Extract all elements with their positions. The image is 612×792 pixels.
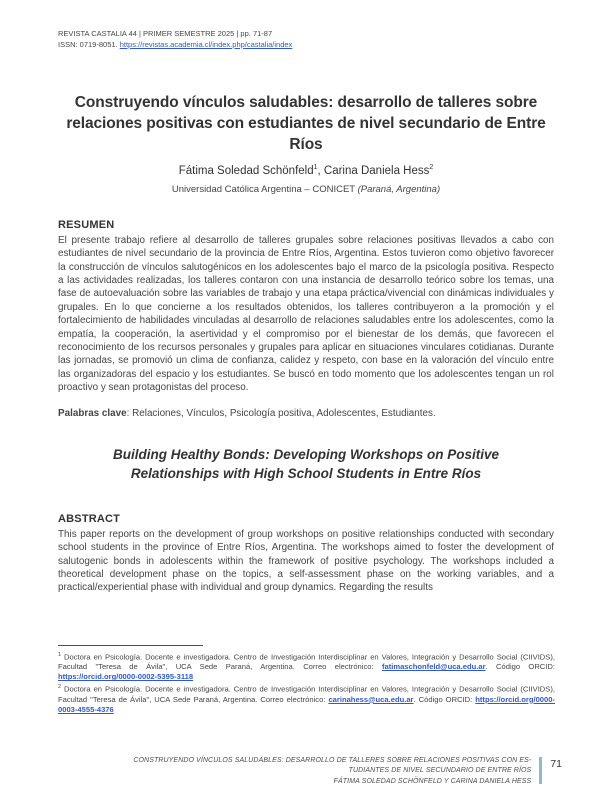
footnote-separator-rule <box>58 645 203 646</box>
footer-divider-bar <box>539 757 542 784</box>
abstract-heading: ABSTRACT <box>58 512 121 525</box>
keywords-line <box>58 408 554 419</box>
issn-line <box>58 39 554 50</box>
footnote-2-text-middle: . Código ORCID: <box>413 694 476 704</box>
author-1-name: Fátima Soledad Schönfeld <box>178 164 314 177</box>
footnote-1-mark: 1 <box>58 652 62 658</box>
footnote-2-orcid-link[interactable]: https://orcid.org/0000-0003-4555-4376 <box>58 694 555 714</box>
affiliation-line <box>58 184 554 195</box>
footer-running-title <box>58 756 531 788</box>
journal-info-line: REVISTA CASTALIA 44 | PRIMER SEMESTRE 2025 | pp. 71-87 <box>58 29 273 38</box>
authors-line <box>58 164 554 177</box>
author-2-footnote-mark: 2 <box>429 164 434 171</box>
author-1-footnote-mark: 1 <box>313 164 318 171</box>
footnote-1 <box>58 651 555 682</box>
keywords-text: : Relaciones, Vínculos, Psicología positiva, Adolescentes, Estudiantes. <box>126 407 436 419</box>
footnote-2-email-link[interactable]: carinahess@uca.edu.ar <box>328 694 414 704</box>
issn-label: ISSN: 0719-8051. <box>58 40 120 49</box>
footnote-2-text: Doctora en Psicología. Docente e investigadora. Centro de Investigación Interdisciplinar en Valores, Integración y Desarrollo Social (CIIVIDS), Facultad "Teresa de Ávila", UCA Sede Paraná, Argentina. Correo electrónico: <box>58 684 555 704</box>
footnote-1-email-link[interactable]: fatimaschonfeld@uca.edu.ar <box>381 662 486 672</box>
page-footer <box>58 756 562 788</box>
abstract-section <box>58 513 554 595</box>
journal-header <box>58 28 554 50</box>
resumen-heading: RESUMEN <box>58 218 115 231</box>
footnote-1-orcid-link[interactable]: https://orcid.org/0000-0002-5395-3118 <box>58 672 194 682</box>
resumen-section <box>58 219 554 419</box>
footnote-2 <box>58 683 555 714</box>
article-title-en: Building Healthy Bonds: Developing Workshops on Positive Relationships with High School Students in Entre Ríos <box>112 446 500 481</box>
affiliation-institution: Universidad Católica Argentina – CONICET <box>171 183 358 195</box>
footer-title-line-2: TUDIANTES DE NIVEL SECUNDARIO DE ENTRE RÍOS <box>348 767 532 774</box>
footnote-1-text-middle: . Código ORCID: <box>485 662 555 672</box>
article-title-es: Construyendo vínculos saludables: desarrollo de talleres sobre relaciones positivas con estudiantes de nivel secundario de Entre Ríos <box>66 94 546 153</box>
journal-url-link[interactable]: https://revistas.academia.cl/index.php/castalia/index <box>119 40 293 49</box>
footnotes-area <box>58 645 555 716</box>
footer-authors-line: FÁTIMA SOLEDAD SCHÖNFELD Y CARINA DANIELA HESS <box>333 777 532 785</box>
affiliation-location: (Paraná, Argentina) <box>357 183 441 195</box>
page-number: 71 <box>550 757 562 770</box>
resumen-body: El presente trabajo refiere al desarrollo de talleres grupales sobre relaciones positivas llevados a cabo con estudiantes de nivel secundario de la provincia de Entre Ríos, Argentina. Estos tuvieron como objetivo favorecer la construcción de vínculos salutogénicos en los adolescentes bajo el marco de la psicología positiva. Respecto a las actividades realizadas, los talleres contaron con una instancia de desarrollo teórico sobre los temas, una fase de autoevaluación sobre las variables de trabajo y una etapa práctica/vivencial con dinámicas individuales y grupales. En lo que concierne a los resultados obtenidos, los talleres contribuyeron a la promoción y el fortalecimiento de habilidades vinculadas al desarrollo de relaciones saludables entre los adolescentes, como la empatía, la cooperación, la asertividad y el compromiso por el bienestar de los demás, que favorecen el reconocimiento de los recursos personales y grupales para aplicar en situaciones vinculares cotidianas. Durante las jornadas, se promovió un clima de confianza, calidez y respeto, con base en la valoración del vínculo entre las organizadoras del espacio y los estudiantes. Se buscó en todo momento que los adolescentes tengan un rol proactivo y sean protagonistas del proceso. <box>58 234 554 394</box>
author-2-name: Carina Daniela Hess <box>323 164 430 177</box>
authors-separator: , <box>317 164 324 177</box>
keywords-label: Palabras clave <box>58 407 127 419</box>
footnote-1-text: Doctora en Psicología. Docente e investigadora. Centro de Investigación Interdisciplinar en Valores, Integración y Desarrollo Social (CIIVIDS), Facultad "Teresa de Ávila", UCA Sede Paraná, Argentina. Correo electrónico: <box>58 652 555 672</box>
abstract-body: This paper reports on the development of group workshops on positive relationships conducted with secondary school students in the province of Entre Ríos, Argentina. The workshops aimed to foster the development of salutogenic bonds in adolescents within the framework of positive psychology. The workshops included a theoretical development phase on the topics, a self-assessment phase on the working variables, and a practical/experiential phase with individual and group dynamics. Regarding the results <box>58 528 554 594</box>
footer-title-line-1: CONSTRUYENDO VÍNCULOS SALUDABLES: DESARROLLO DE TALLERES SOBRE RELACIONES POSITIVAS CON ES- <box>133 756 532 764</box>
footnote-2-mark: 2 <box>58 684 62 691</box>
